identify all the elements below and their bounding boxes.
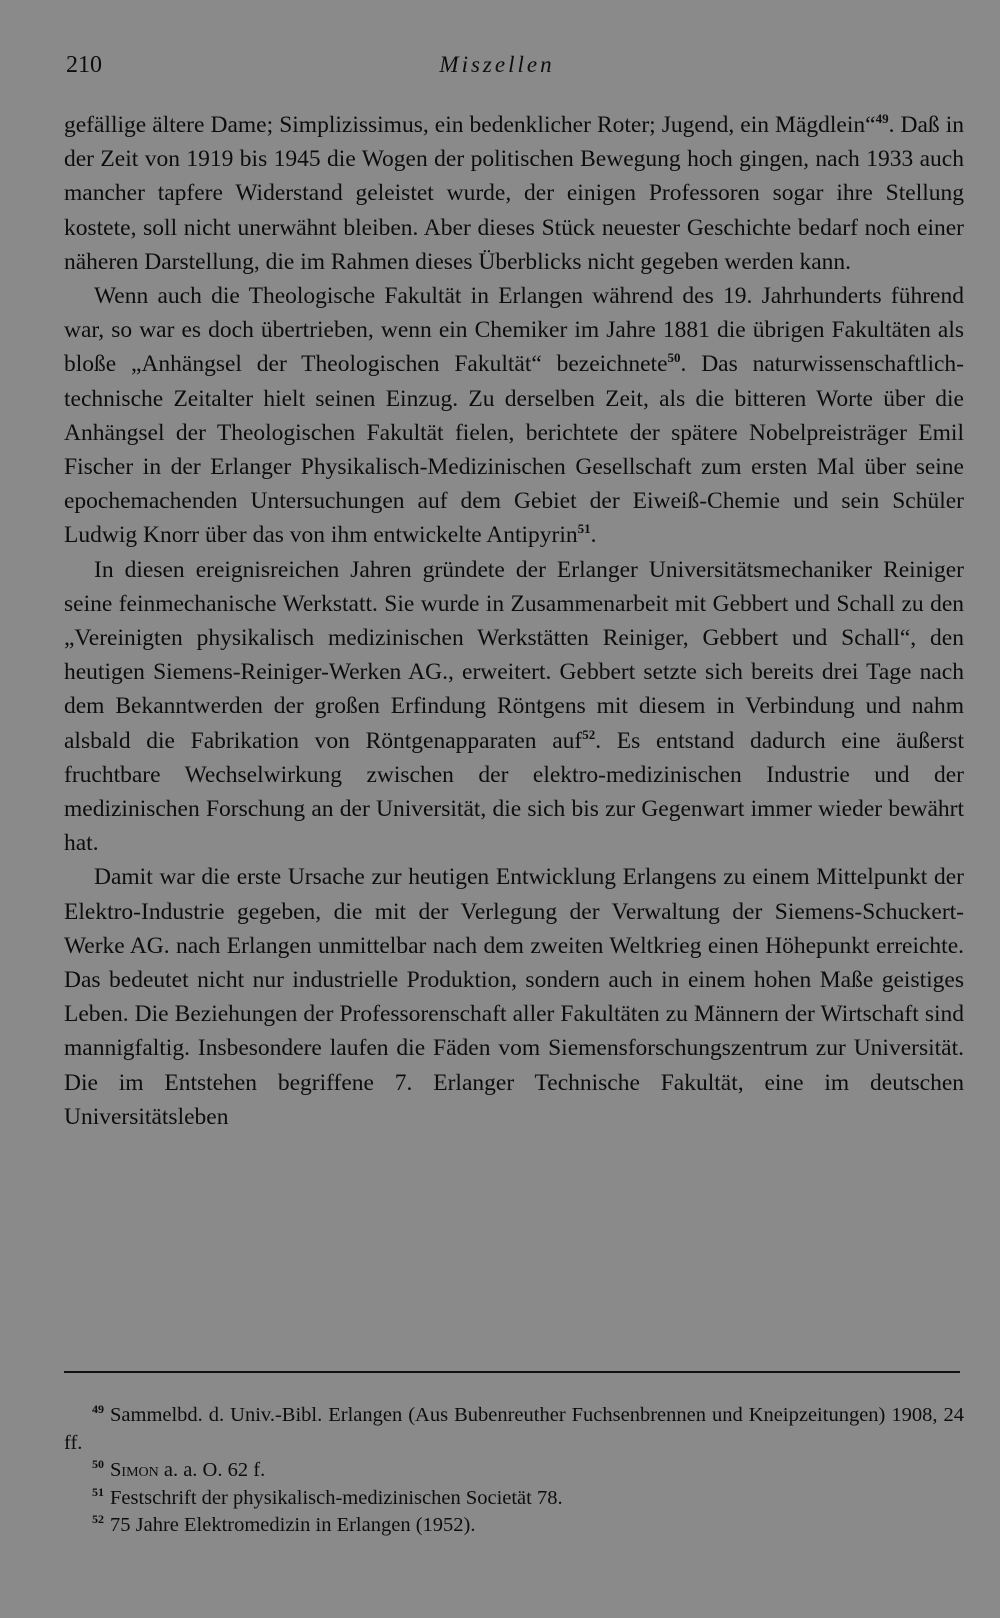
paragraph-text: . Daß in der Zeit von 1919 bis 1945 die Wogen der politischen Bewegung hoch gingen, nach 1933 auch mancher tapfere Widerstand geleistet wurde, der einigen Professoren sogar ihre Stellung kostete, soll nicht unerwähnt bleiben. Aber dieses Stück neuester Geschichte bedarf noch einer näheren Darstellung, die im Rahmen dieses Überblicks nicht gegeben werden kann. <box>64 112 964 275</box>
page-header <box>66 52 928 88</box>
paragraph-text: In diesen ereignisreichen Jahren gründete der Erlanger Universitätsmechaniker Reiniger seine feinmechanische Werkstatt. Sie wurde in Zusammenarbeit mit Gebbert und Schall zu den „Vereinigten physikalisch medizinischen Werkstätten Reiniger, Gebbert und Schall“, den heutigen Siemens-Reiniger-Werken AG., erweitert. Gebbert setzte sich bereits drei Tage nach dem Bekanntwerden der großen Erfindung Röntgens mit diesem in Verbindung und nahm alsbald die Fabrikation von Röntgenapparaten auf <box>64 556 964 754</box>
paragraph-text: . Das naturwissenschaftlich-technische Zeitalter hielt seinen Einzug. Zu derselben Zeit, als die bitteren Worte über die Anhängsel der Theologischen Fakultät fielen, berichtete der spätere Nobelpreisträger Emil Fischer in der Erlanger Physikalisch-Medizinischen Gesellschaft zum ersten Mal über seine epochemachenden Untersuchungen auf dem Gebiet der Eiweiß-Chemie und sein Schüler Ludwig Knorr über das von ihm entwickelte Antipyrin <box>64 351 965 549</box>
paragraph-text: Damit war die erste Ursache zur heutigen Entwicklung Erlangens zu einem Mittelpunkt der Elektro-Industrie gegeben, die mit der Verlegung der Verwaltung der Siemens-Schuckert-Werke AG. nach Erlangen unmittelbar nach dem zweiten Weltkrieg einen Höhepunkt erreichte. Das bedeutet nicht nur industrielle Produktion, sondern auch in einem hohen Maße geistiges Leben. Die Beziehungen der Professorenschaft aller Fakultäten zu Männern der Wirtschaft sind mannigfaltig. Insbesondere laufen die Fäden vom Siemensforschungszentrum zur Universität. Die im Entstehen begriffene 7. Erlanger Technische Fakultät, eine im deutschen Universitätsleben <box>64 864 964 1130</box>
paragraph-text: gefällige ältere Dame; Simplizissimus, ein bedenklicher Roter; Jugend, ein Mägdlein“ <box>64 112 876 138</box>
footnote-ref-52: 52 <box>582 726 596 742</box>
paragraph-1 <box>64 108 964 279</box>
footnote-number: 52 <box>92 1512 104 1527</box>
paragraph-4 <box>64 860 964 1134</box>
footnote-number: 49 <box>92 1402 104 1417</box>
footnote-text: a. a. O. 62 f. <box>158 1459 266 1481</box>
footnote-49 <box>64 1402 964 1457</box>
footnotes <box>64 1402 964 1540</box>
footnote-52 <box>64 1512 964 1540</box>
running-title: Miszellen <box>439 52 555 77</box>
footnote-51 <box>64 1485 964 1513</box>
paragraph-text: . <box>590 522 597 549</box>
footnote-text: 75 Jahre Elektromedizin in Erlangen (1952). <box>110 1514 476 1536</box>
paragraph-2 <box>64 279 964 553</box>
footnote-author: Simon <box>110 1459 159 1481</box>
footnote-ref-51: 51 <box>577 521 591 537</box>
page-number: 210 <box>66 52 102 78</box>
body-text <box>64 108 964 1134</box>
paragraph-text: Wenn auch die Theologische Fakultät in Erlangen während des 19. Jahrhunderts führend war, so war es doch übertrieben, wenn ein Chemiker im Jahre 1881 die übrigen Fakultäten als bloße „Anhängsel der Theologischen Fakultät“ bezeichnete <box>64 283 964 378</box>
footnote-separator <box>64 1371 960 1373</box>
footnote-ref-50: 50 <box>667 350 681 366</box>
footnote-number: 51 <box>92 1484 104 1499</box>
footnote-number: 50 <box>92 1457 104 1472</box>
paragraph-3 <box>64 553 964 861</box>
paragraph-text: . Es entstand dadurch eine äußerst fruchtbare Wechselwirkung zwischen der elektro-medizinischen Industrie und der medizinischen Forschung an der Universität, die sich bis zur Gegenwart immer wieder bewährt hat. <box>64 727 964 857</box>
footnote-text: Sammelbd. d. Univ.-Bibl. Erlangen (Aus Bubenreuther Fuchsenbrennen und Kneipzeitungen) 1908, 24 ff. <box>64 1404 964 1454</box>
footnote-50 <box>64 1457 964 1485</box>
footnote-text: Festschrift der physikalisch-medizinischen Societät 78. <box>110 1486 563 1509</box>
footnote-ref-49: 49 <box>875 111 889 127</box>
